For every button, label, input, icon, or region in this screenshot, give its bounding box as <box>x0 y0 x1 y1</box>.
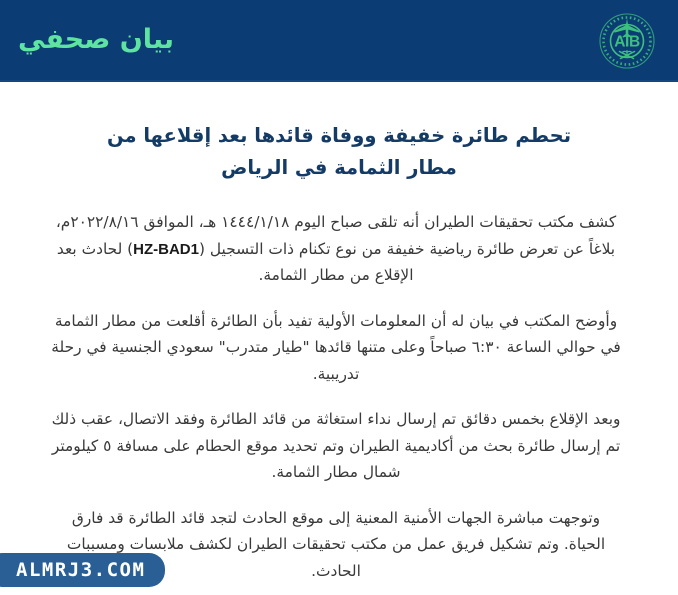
paragraph-2: وأوضح المكتب في بيان له أن المعلومات الأولية تفيد بأن الطائرة أقلعت من مطار الثمامة في حوالي الساعة ٦:٣٠ صباحاً وعلى متنها قائدها "طيار متدرب" سعودي الجنسية في رحلة تدريبية. <box>51 311 621 383</box>
paragraph-1-lead: كشف مكتب تحقيقات الطيران أنه تلقى صباح اليوم ١٤٤٤/١/١٨ هـ، الموافق ٢٠٢٢/٨/١٦م، بلاغاً عن تعرض طائرة رياضية خفيفة من نوع تكنام ذات التسجيل ( <box>55 213 617 258</box>
aib-logo-icon <box>598 12 656 70</box>
aib-logo <box>598 12 656 70</box>
aircraft-registration-code: HZ-BAD1 <box>133 240 199 258</box>
paragraph-1-tail: ) لحادث بعد الإقلاع من مطار الثمامة. <box>56 239 414 285</box>
svg-text:AIB: AIB <box>614 33 640 51</box>
paragraph-3: وبعد الإقلاع بخمس دقائق تم إرسال نداء استغاثة من قائد الطائرة وفقد الاتصال، عقب ذلك تم إرسال طائرة بحث من أكاديمية الطيران وتم تحديد موقع الحطام على مسافة ٥ كيلومتر شمال مطار الثمامة. <box>51 410 621 482</box>
paragraph-1 <box>50 209 622 289</box>
page-title: تحطم طائرة خفيفة ووفاة قائدها بعد إقلاعها من مطار الثمامة في الرياض <box>106 124 572 179</box>
header-bar <box>0 0 678 82</box>
site-watermark-badge: ALMRJ3.COM <box>0 553 165 587</box>
press-statement-label: بيان صحفي <box>18 24 175 55</box>
document-body <box>0 82 678 595</box>
article-content <box>50 209 622 584</box>
paragraph-4: وتوجهت مباشرة الجهات الأمنية المعنية إلى موقع الحادث لتجد قائد الطائرة قد فارق الحياة. وتم تشكيل فريق عمل من مكتب تحقيقات الطيران لكشف ملابسات ومسببات الحادث. <box>66 508 606 580</box>
